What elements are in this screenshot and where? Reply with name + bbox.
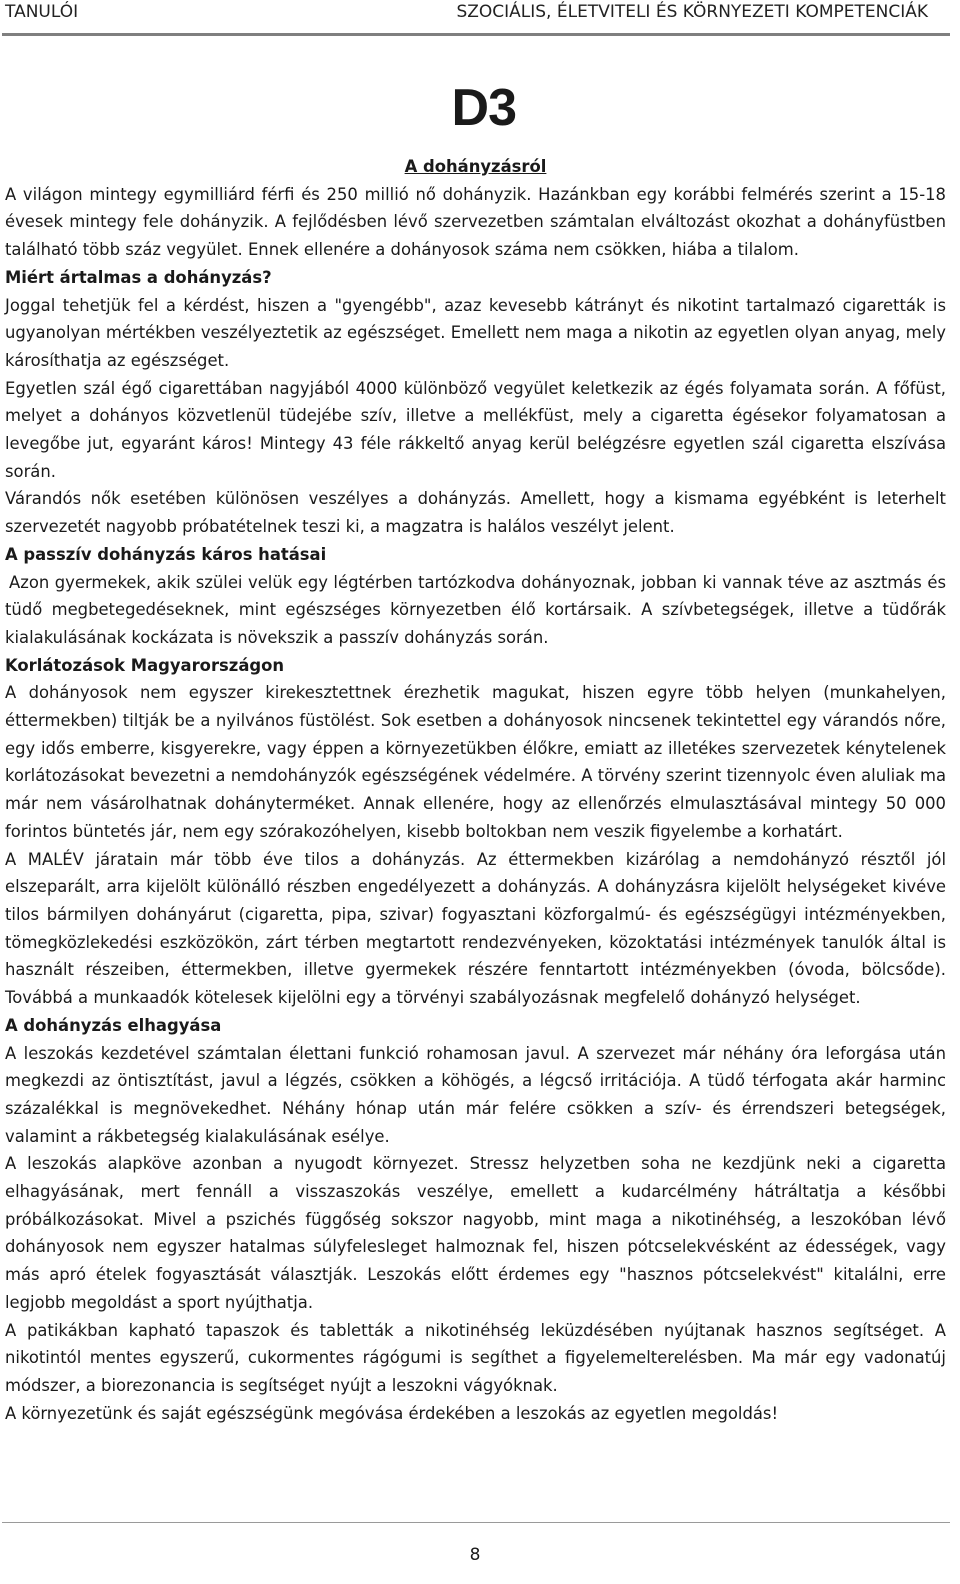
- paragraph-restrictions-1: A dohányosok nem egyszer kirekesztettnek érezhetik magukat, hiszen egyre több helyen (munkahelyen, éttermekben) tiltják be a nyilvános füstölést. Sok esetben a dohányosok nincsenek tekintettel egy várandós nőre, egy idős emberre, kisgyerekre, vagy éppen a környezetükben élőkre, emiatt az illetékes szervezetek kénytelenek korlátozásokat bevezetni a nemdohányzók egészségének védelmére. A törvény szerint tizennyolc éven aluliak ma már nem vásárolhatnak dohányterméket. Annak ellenére, hogy az ellenőrzés elmulasztásával mintegy 50 000 forintos büntetés jár, nem egy szórakozóhelyen, kisebb boltokban nem veszik figyelembe a korhatárt.: [5, 683, 946, 841]
- paragraph-why-1: Joggal tehetjük fel a kérdést, hiszen a "gyengébb", azaz kevesebb kátrányt és nikotint tartalmazó cigaretták is ugyanolyan mértékben veszélyeztetik az egészséget. Emellett nem maga a nikotin az egyetlen olyan anyag, mely károsíthatja az egészséget.: [5, 295, 946, 370]
- heading-quitting: A dohányzás elhagyása: [5, 1015, 222, 1035]
- document-code: D3: [451, 79, 516, 137]
- document-body: [5, 153, 946, 1427]
- paragraph-why-2: Egyetlen szál égő cigarettában nagyjából 4000 különböző vegyület keletkezik az égés folyamata során. A főfüst, melyet a dohányos közvetlenül tüdejébe szív, illetve a mellékfüst, mely a cigaretta égésekor folyamatosan a levegőbe jut, egyaránt káros! Mintegy 43 féle rákkeltő anyag kerül belégzésre egyetlen szál cigaretta elszívása során.: [5, 378, 946, 481]
- paragraph-quitting-4: A környezetünk és saját egészségünk megóvása érdekében a leszokás az egyetlen megoldás!: [5, 1403, 779, 1423]
- heading-why-harmful: Miért ártalmas a dohányzás?: [5, 267, 272, 287]
- header-right-label: SZOCIÁLIS, ÉLETVITELI ÉS KÖRNYEZETI KOMPETENCIÁK: [456, 2, 928, 22]
- page-number: 8: [469, 1545, 481, 1565]
- header-left-label: TANULÓI: [5, 2, 79, 22]
- paragraph-quitting-1: A leszokás kezdetével számtalan élettani funkció rohamosan javul. A szervezet már néhány óra leforgása után megkezdi az öntisztítást, javul a légzés, csökken a köhögés, a légcső irritációja. A tüdő térfogata akár harminc százalékkal is megnövekedhet. Néhány hónap után már felére csökken a szív- és érrendszeri betegségek, valamint a rákbetegség kialakulásának esélye.: [5, 1043, 946, 1146]
- heading-passive-smoking: A passzív dohányzás káros hatásai: [5, 544, 327, 564]
- paragraph-restrictions-2: A MALÉV járatain már több éve tilos a dohányzás. Az éttermekben kizárólag a nemdohányzó résztől jól elszeparált, arra kijelölt különálló részben engedélyezett a dohányzás. A dohányzásra kijelölt helységeket kivéve tilos bármilyen dohányárut (cigaretta, pipa, szivar) fogyasztani közforgalmú- és egészségügyi intézményekben, tömegközlekedési eszközökön, zárt térben megtartott rendezvényeken, közoktatási intézmények tanulók által is használt részeiben, éttermekben, illetve gyermekek részére fenntartott intézményekben (óvoda, bölcsőde). Továbbá a munkaadók kötelesek kijelölni egy a törvényi szabályozásnak megfelelő dohányzó helységet.: [5, 849, 946, 1008]
- paragraph-passive-1: Azon gyermekek, akik szülei velük egy légtérben tartózkodva dohányoznak, jobban ki vannak téve az asztmás és tüdő megbetegedéseknek, mint egészséges környezetben élő kortársaik. A szívbetegségek, illetve a tüdőrák kialakulásának kockázata is növekszik a passzív dohányzás során.: [5, 572, 946, 647]
- intro-paragraph: A világon mintegy egymilliárd férfi és 250 millió nő dohányzik. Hazánkban egy korábbi felmérés szerint a 15-18 évesek mintegy fele dohányzik. A fejlődésben lévő szervezetben számtalan elváltozást okozhat a dohányfüstben található több száz vegyület. Ennek ellenére a dohányosok száma nem csökken, hiába a tilalom.: [5, 184, 946, 260]
- footer-divider: [2, 1522, 950, 1523]
- paragraph-quitting-2: A leszokás alapköve azonban a nyugodt környezet. Stressz helyzetben soha ne kezdjünk neki a cigaretta elhagyásának, mert fennáll a visszaszokás veszélye, emellett a kudarcélmény hátráltatja a későbbi próbálkozásokat. Mivel a pszichés függőség sokszor nagyobb, mint maga a nikotinéhség, a leszokóban lévő dohányosok nem egyszer hatalmas súlyfelesleget halmoznak fel, hiszen pótcselekvésként az édességek, vagy más apró ételek fogyasztását választják. Leszokás előtt érdemes egy "hasznos pótcselekvést" kitalálni, erre legjobb megoldást a sport nyújthatja.: [5, 1154, 946, 1312]
- paragraph-why-3: Várandós nők esetében különösen veszélyes a dohányzás. Amellett, hogy a kismama egyébként is leterhelt szervezetét nagyobb próbatételnek teszi ki, a magzatra is halálos veszélyt jelent.: [5, 489, 946, 537]
- document-title: A dohányzásról: [404, 157, 547, 176]
- heading-restrictions: Korlátozások Magyarországon: [5, 655, 285, 675]
- paragraph-quitting-3: A patikákban kapható tapaszok és tabletták a nikotinéhség leküzdésében nyújtanak hasznos segítséget. A nikotintól mentes egyszerű, cukormentes rágógumi is segíthet a figyelemelterelésben. Ma már egy vadonatúj módszer, a biorezonancia is segítséget nyújt a leszokni vágyóknak.: [5, 1320, 946, 1395]
- header-divider: [2, 33, 950, 36]
